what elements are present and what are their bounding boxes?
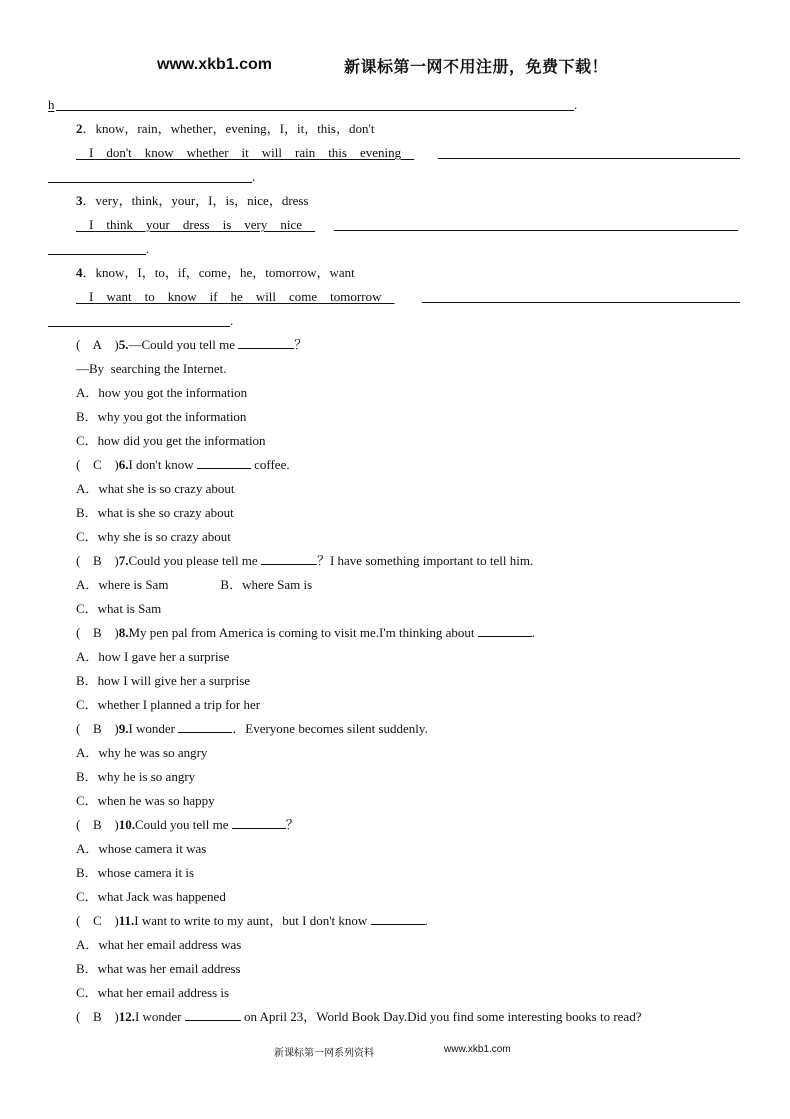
question-number: 6. bbox=[118, 457, 129, 472]
question-tail: ？ bbox=[285, 817, 299, 832]
question-stem: I want to write to my aunt，but I don't know bbox=[134, 913, 368, 928]
option-text[interactable]: B．what was her email address bbox=[76, 961, 241, 976]
question-number: 9. bbox=[118, 721, 129, 736]
question-stem: My pen pal from America is coming to visit me.I'm thinking about bbox=[128, 625, 475, 640]
answer-letter: A bbox=[92, 337, 103, 352]
answer-blank[interactable] bbox=[261, 552, 317, 565]
question-number: 8. bbox=[118, 625, 129, 640]
question-number: 7. bbox=[118, 553, 129, 568]
option-text[interactable]: C．why she is so crazy about bbox=[76, 529, 231, 544]
option-text[interactable]: A．whose camera it was bbox=[76, 841, 207, 856]
answer-text: I don't know whether it will rain this evening bbox=[89, 145, 402, 160]
reply-text: —By searching the Internet. bbox=[76, 361, 227, 376]
option-text[interactable]: C．what is Sam bbox=[76, 601, 162, 616]
answer-letter: C bbox=[93, 913, 102, 928]
question-tail: ？I have something important to tell him. bbox=[316, 553, 534, 568]
question-stem: I don't know bbox=[128, 457, 194, 472]
lead-text: h bbox=[48, 97, 55, 112]
question-number: 12. bbox=[118, 1009, 135, 1024]
option-text[interactable]: B．why you got the information bbox=[76, 409, 247, 424]
site-url: www.xkb1.com bbox=[157, 56, 272, 73]
option-text[interactable]: B．how I will give her a surprise bbox=[76, 673, 251, 688]
question-number: 3 bbox=[76, 193, 83, 208]
option-text[interactable]: A．why he was so angry bbox=[76, 745, 208, 760]
question-number: 5. bbox=[118, 337, 129, 352]
answer-letter: B bbox=[93, 817, 102, 832]
option-text[interactable]: A．how you got the information bbox=[76, 385, 248, 400]
answer-blank[interactable] bbox=[238, 336, 294, 349]
answer-underline bbox=[422, 288, 740, 303]
option-text[interactable]: A．what she is so crazy about bbox=[76, 481, 235, 496]
question-tail: ．Everyone becomes silent suddenly. bbox=[232, 721, 428, 736]
site-slogan: 新课标第一网不用注册，免费下载！ bbox=[344, 57, 609, 76]
answer-underline bbox=[56, 96, 574, 111]
question-stem: Could you tell me bbox=[134, 817, 229, 832]
question-number: 10. bbox=[118, 817, 135, 832]
option-text[interactable]: A．what her email address was bbox=[76, 937, 242, 952]
word-list: very，think，your，I，is，nice，dress bbox=[95, 193, 309, 208]
answer-text: I want to know if he will come tomorrow bbox=[89, 289, 382, 304]
question-tail: on April 23，World Book Day.Did you find some interesting books to read? bbox=[240, 1009, 642, 1024]
question-tail: . bbox=[531, 625, 536, 640]
question-stem: Could you please tell me bbox=[128, 553, 258, 568]
footer-left: 新课标第一网系列资料 bbox=[274, 1048, 374, 1059]
answer-blank[interactable] bbox=[185, 1008, 241, 1021]
answer-letter: B bbox=[93, 553, 102, 568]
question-tail: coffee. bbox=[250, 457, 290, 472]
answer-underline bbox=[438, 144, 740, 159]
answer-blank[interactable] bbox=[232, 816, 286, 829]
question-tail: . bbox=[424, 913, 428, 928]
word-list: know，I，to，if，come，he，tomorrow，want bbox=[95, 265, 355, 280]
answer-underline bbox=[48, 168, 252, 183]
option-text[interactable]: A．how I gave her a surprise bbox=[76, 649, 230, 664]
answer-blank[interactable] bbox=[478, 624, 532, 637]
option-text[interactable]: A．where is Sam B．where Sam is bbox=[76, 577, 313, 592]
option-text[interactable]: B．what is she so crazy about bbox=[76, 505, 234, 520]
answer-underline bbox=[48, 240, 146, 255]
option-text[interactable]: C．when he was so happy bbox=[76, 793, 215, 808]
option-text[interactable]: B．why he is so angry bbox=[76, 769, 196, 784]
question-number: 2 bbox=[76, 121, 83, 136]
footer-right: www.xkb1.com bbox=[444, 1044, 511, 1055]
answer-blank[interactable] bbox=[371, 912, 425, 925]
answer-letter: B bbox=[93, 1009, 102, 1024]
option-text[interactable]: C．whether I planned a trip for her bbox=[76, 697, 261, 712]
option-text[interactable]: C．how did you get the information bbox=[76, 433, 266, 448]
answer-letter: C bbox=[93, 457, 102, 472]
answer-blank[interactable] bbox=[178, 720, 232, 733]
option-text[interactable]: C．what Jack was happened bbox=[76, 889, 226, 904]
page-header bbox=[0, 54, 790, 80]
question-number: 11. bbox=[118, 913, 135, 928]
question-stem: —Could you tell me bbox=[128, 337, 235, 352]
question-stem: I wonder bbox=[134, 1009, 182, 1024]
word-list: know，rain，whether，evening，I，it，this，don't bbox=[95, 121, 375, 136]
question-stem: I wonder bbox=[128, 721, 176, 736]
question-tail: ？ bbox=[294, 337, 308, 352]
answer-text: I think your dress is very nice bbox=[89, 217, 303, 232]
answer-underline bbox=[48, 312, 230, 327]
answer-underline bbox=[334, 216, 738, 231]
answer-letter: B bbox=[93, 625, 102, 640]
answer-letter: B bbox=[93, 721, 102, 736]
option-text[interactable]: B．whose camera it is bbox=[76, 865, 195, 880]
question-number: 4 bbox=[76, 265, 83, 280]
option-text[interactable]: C．what her email address is bbox=[76, 985, 230, 1000]
answer-blank[interactable] bbox=[197, 456, 251, 469]
